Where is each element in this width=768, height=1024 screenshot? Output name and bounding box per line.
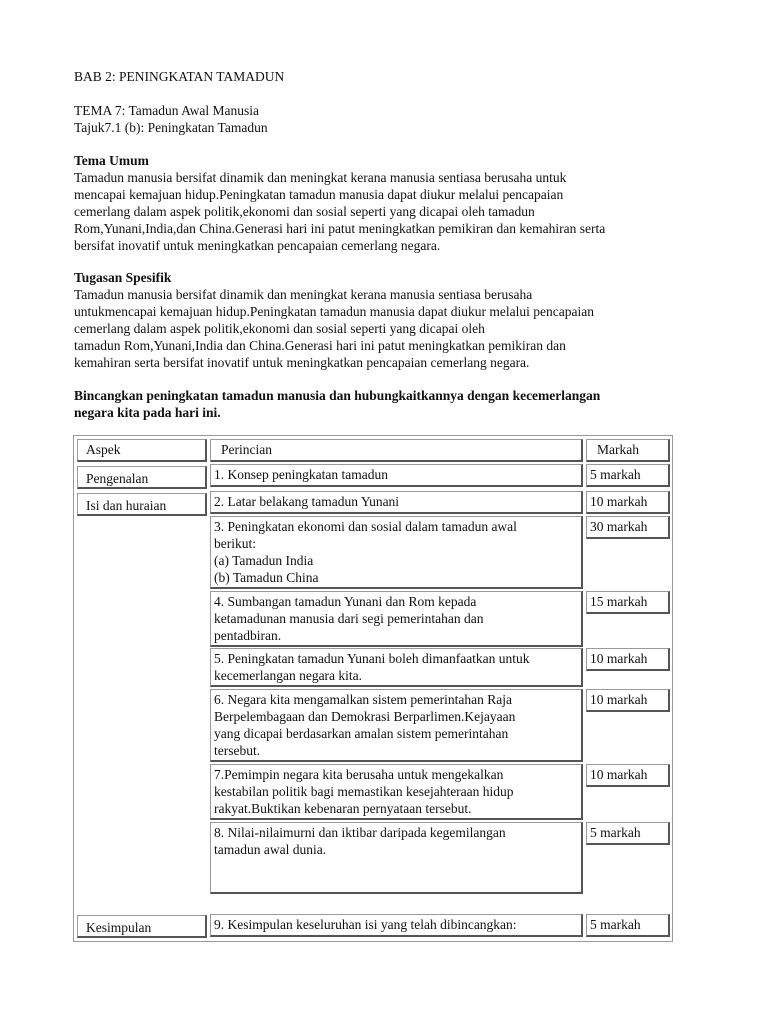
tema-line: TEMA 7: Tamadun Awal Manusia [74, 103, 260, 118]
perincian-line: (b) Tamadun China [214, 570, 319, 585]
paragraph-line: cemerlang dalam aspek politik,ekonomi dan sosial seperti yang dicapai oleh [74, 321, 485, 336]
perincian-cell [210, 689, 583, 762]
perincian-line: 4. Sumbangan tamadun Yunani dan Rom kepada [214, 594, 477, 609]
paragraph-line: mencapai kemajuan hidup.Peningkatan tamadun manusia dapat diukur melalui pencapaian [74, 187, 564, 202]
tugasan-section [74, 269, 694, 371]
markah-cell: 30 markah [586, 516, 670, 539]
tugasan-heading: Tugasan Spesifik [74, 270, 172, 285]
chapter-title: BAB 2: PENINGKATAN TAMADUN [74, 69, 285, 84]
markah-cell: 5 markah [586, 822, 670, 845]
perincian-line: 2. Latar belakang tamadun Yunani [214, 494, 400, 509]
perincian-cell [210, 914, 583, 937]
perincian-line: tamadun awal dunia. [214, 842, 327, 857]
perincian-line: berikut: [214, 536, 256, 551]
perincian-line: yang dicapai berdasarkan amalan sistem pemerintahan [214, 726, 509, 741]
paragraph-line: Tamadun manusia bersifat dinamik dan meningkat kerana manusia sentiasa berusaha untuk [74, 170, 567, 185]
markah-cell: 10 markah [586, 491, 670, 514]
question-line: negara kita pada hari ini. [74, 405, 221, 420]
perincian-cell [210, 822, 583, 894]
perincian-cell [210, 516, 583, 589]
paragraph-line: Tamadun manusia bersifat dinamik dan meningkat kerana manusia sentiasa berusaha [74, 287, 533, 302]
aspek-isi-huraian: Isi dan huraian [77, 493, 207, 516]
perincian-line: rakyat.Buktikan kebenaran pernyataan tersebut. [214, 801, 472, 816]
perincian-line: kestabilan politik bagi memastikan kesejahteraan hidup [214, 784, 514, 799]
perincian-line: 5. Peningkatan tamadun Yunani boleh dimanfaatkan untuk [214, 651, 530, 666]
paragraph-line: cemerlang dalam aspek politik,ekonomi dan sosial seperti yang dicapai oleh tamadun [74, 204, 535, 219]
aspek-kesimpulan: Kesimpulan [77, 915, 207, 938]
perincian-line: 9. Kesimpulan keseluruhan isi yang telah dibincangkan: [214, 917, 517, 932]
theme-block [74, 102, 694, 136]
markah-cell: 10 markah [586, 764, 670, 787]
perincian-line: Berpelembagaan dan Demokrasi Berparlimen.Kejayaan [214, 709, 516, 724]
perincian-line: 7.Pemimpin negara kita berusaha untuk mengekalkan [214, 767, 504, 782]
perincian-cell [210, 648, 583, 687]
markah-cell: 15 markah [586, 591, 670, 614]
header-markah: Markah [586, 439, 670, 462]
markah-cell: 5 markah [586, 914, 670, 937]
tema-umum-section [74, 152, 694, 254]
perincian-line: kecemerlangan negara kita. [214, 668, 363, 683]
tema-umum-heading: Tema Umum [74, 153, 149, 168]
question-text [74, 387, 694, 421]
perincian-cell [210, 764, 583, 820]
paragraph-line: tamadun Rom,Yunani,India dan China.Generasi hari ini patut meningkatkan pemikiran dan [74, 338, 566, 353]
perincian-cell [210, 464, 583, 487]
perincian-line: 3. Peningkatan ekonomi dan sosial dalam tamadun awal [214, 519, 517, 534]
perincian-cell [210, 491, 583, 514]
aspek-pengenalan: Pengenalan [77, 466, 207, 489]
perincian-line: pentadbiran. [214, 628, 282, 643]
markah-cell: 10 markah [586, 648, 670, 671]
header-aspek: Aspek [77, 439, 207, 462]
tajuk-line: Tajuk7.1 (b): Peningkatan Tamadun [74, 120, 268, 135]
paragraph-line: Rom,Yunani,India,dan China.Generasi hari ini patut meningkatkan pemikiran dan kemahiran serta [74, 221, 606, 236]
header-perincian: Perincian [210, 439, 583, 462]
paragraph-line: bersifat inovatif untuk meningkatkan pencapaian cemerlang negara. [74, 238, 441, 253]
perincian-line: ketamadunan manusia dari segi pemerintahan dan [214, 611, 484, 626]
perincian-line: 6. Negara kita mengamalkan sistem pemerintahan Raja [214, 692, 513, 707]
markah-cell: 10 markah [586, 689, 670, 712]
perincian-line: (a) Tamadun India [214, 553, 314, 568]
question-line: Bincangkan peningkatan tamadun manusia dan hubungkaitkannya dengan kecemerlangan [74, 388, 601, 403]
perincian-line: tersebut. [214, 743, 261, 758]
markah-cell: 5 markah [586, 464, 670, 487]
perincian-line: 1. Konsep peningkatan tamadun [214, 467, 388, 482]
perincian-line: 8. Nilai-nilaimurni dan iktibar daripada kegemilangan [214, 825, 506, 840]
perincian-cell [210, 591, 583, 647]
paragraph-line: kemahiran serta bersifat inovatif untuk meningkatkan pencapaian cemerlang negara. [74, 355, 530, 370]
paragraph-line: untukmencapai kemajuan hidup.Peningkatan tamadun manusia dapat diukur melalui pencapaian [74, 304, 594, 319]
